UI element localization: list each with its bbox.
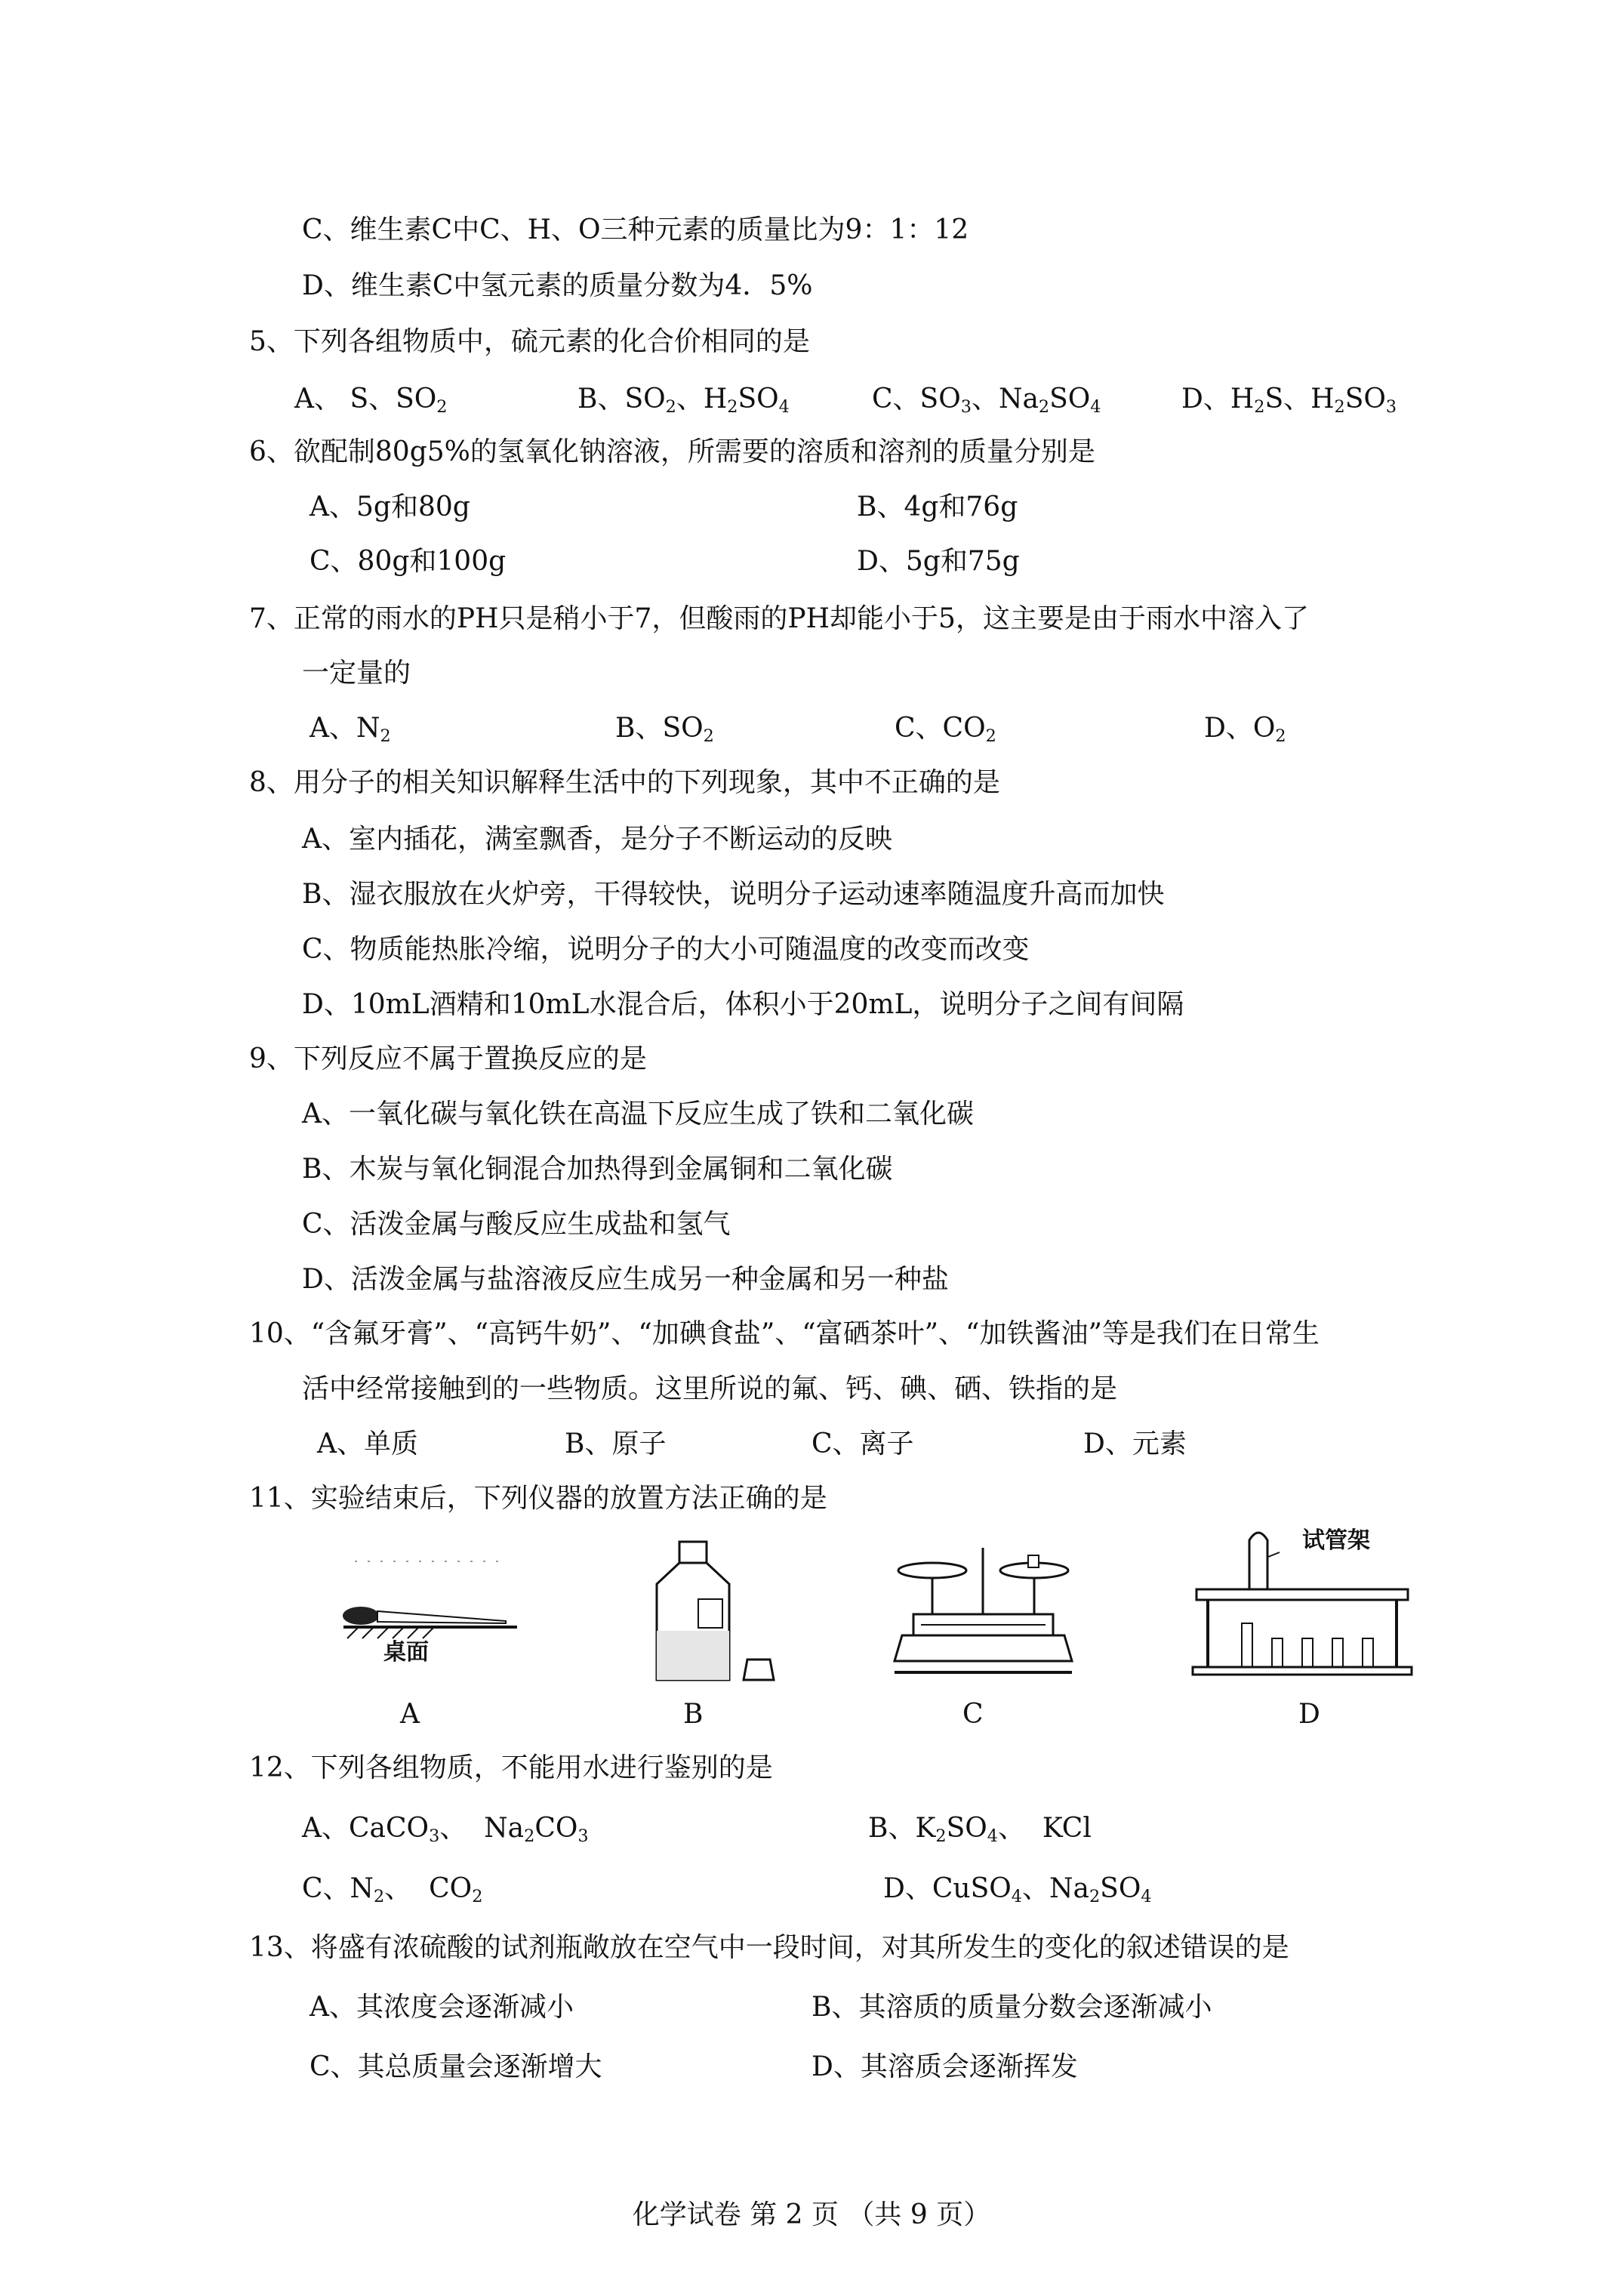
q10-option-c: C、离子 [812, 1428, 914, 1459]
tube-3 [1302, 1638, 1313, 1669]
q6-option-c: C、80g和100g [310, 546, 507, 577]
q8-option-a: A、室内插花，满室飘香，是分子不断运动的反映 [302, 824, 892, 855]
desk-hatching [347, 1627, 434, 1638]
desk-label: 桌面 [383, 1639, 429, 1666]
bottle-liquid [657, 1631, 729, 1680]
question-7: 7、正常的雨水的PH只是稍小于7，但酸雨的PH却能小于5，这主要是由于雨水中溶入了 [249, 603, 1309, 634]
tube-5 [1363, 1638, 1373, 1669]
q12-option-d: D、CuSO$_4$、$Na_2SO_4$ [883, 1873, 1152, 1907]
page-footer: 化学试卷 第 2 页 （共 9 页） [632, 2199, 991, 2230]
tube-4 [1332, 1638, 1343, 1669]
q7-option-b: B、$SO_2$ [615, 713, 714, 747]
weight [1028, 1555, 1039, 1567]
tube-2 [1272, 1638, 1283, 1669]
q4-option-c: C、维生素C中C、H、O三种元素的质量比为9：1：12 [302, 214, 969, 245]
question-10-cont: 活中经常接触到的一些物质。这里所说的氟、钙、碘、硒、铁指的是 [302, 1373, 1118, 1404]
question-10: 10、“含氟牙膏”、“高钙牛奶”、“加碘食盐”、“富硒茶叶”、“加铁酱油”等是我们在日常生 [249, 1318, 1320, 1349]
left-pan [898, 1563, 966, 1578]
question-12: 12、下列各组物质，不能用水进行鉴别的是 [249, 1752, 773, 1783]
q9-option-d: D、活泼金属与盐溶液反应生成另一种金属和另一种盐 [302, 1264, 949, 1295]
q10-option-a: A、单质 [317, 1428, 418, 1459]
figure-b-reagent-bottle [642, 1533, 785, 1691]
balance-base [895, 1635, 1072, 1661]
figure-label-c: C [962, 1699, 984, 1730]
inverted-tube [1249, 1533, 1267, 1589]
rack-label: 试管架 [1302, 1527, 1370, 1554]
bottle-neck [679, 1542, 707, 1563]
q12-option-a: A、CaCO$_3$、 $Na_2CO_3$ [302, 1813, 589, 1847]
question-6: 6、欲配制80g5%的氢氧化钠溶液，所需要的溶质和溶剂的质量分别是 [249, 436, 1095, 467]
q10-option-d: D、元素 [1083, 1428, 1187, 1459]
q5-option-c: C、$SO_3$、$Na_2SO_4$ [872, 384, 1101, 418]
question-11: 11、实验结束后，下列仪器的放置方法正确的是 [249, 1483, 827, 1514]
stopper [744, 1660, 774, 1680]
q13-option-c: C、其总质量会逐渐增大 [310, 2051, 602, 2082]
figure-d-test-tube-rack [1189, 1518, 1415, 1691]
figure-label-d: D [1298, 1699, 1320, 1730]
question-13: 13、将盛有浓硫酸的试剂瓶敞放在空气中一段时间，对其所发生的变化的叙述错误的是 [249, 1932, 1289, 1963]
q13-option-a: A、其浓度会逐渐减小 [310, 1992, 574, 2023]
brush-head [343, 1607, 379, 1625]
rack-top [1196, 1589, 1408, 1600]
question-5: 5、下列各组物质中，硫元素的化合价相同的是 [249, 326, 810, 357]
q13-option-b: B、其溶质的质量分数会逐渐减小 [812, 1992, 1212, 2023]
bottle-label [698, 1599, 722, 1628]
q5-option-b: B、$SO_2$、$H_2SO_4$ [577, 384, 790, 418]
q5-option-a: A、 S、$SO_2$ [294, 384, 448, 418]
q10-option-b: B、原子 [565, 1428, 667, 1459]
figure-label-a: A [400, 1699, 420, 1730]
brush-handle [377, 1611, 506, 1623]
q5-option-d: D、$H_2S$、$H_2SO_3$ [1181, 384, 1397, 418]
q6-option-b: B、4g和76g [857, 492, 1018, 522]
q9-option-b: B、木炭与氧化铜混合加热得到金属铜和二氧化碳 [302, 1154, 893, 1185]
q8-option-d: D、10mL酒精和10mL水混合后，体积小于20mL，说明分子之间有间隔 [302, 989, 1184, 1020]
question-7-cont: 一定量的 [302, 658, 411, 689]
question-8: 8、用分子的相关知识解释生活中的下列现象，其中不正确的是 [249, 767, 1000, 798]
q8-option-c: C、物质能热胀冷缩，说明分子的大小可随温度的改变而改变 [302, 934, 1030, 965]
q8-option-b: B、湿衣服放在火炉旁，干得较快，说明分子运动速率随温度升高而加快 [302, 879, 1165, 910]
question-9: 9、下列反应不属于置换反应的是 [249, 1043, 647, 1074]
q13-option-d: D、其溶质会逐渐挥发 [812, 2051, 1078, 2082]
q9-option-c: C、活泼金属与酸反应生成盐和氢气 [302, 1209, 731, 1240]
figure-c-balance [891, 1533, 1079, 1691]
q6-option-a: A、5g和80g [310, 492, 470, 522]
tube-1 [1242, 1623, 1252, 1669]
figure-label-b: B [683, 1699, 704, 1730]
q12-option-c: C、$N_2$、 $CO_2$ [302, 1873, 483, 1907]
q7-option-c: C、$CO_2$ [895, 713, 996, 747]
q4-option-d: D、维生素C中氢元素的质量分数为4．5% [302, 270, 813, 301]
q7-option-a: A、$N_2$ [310, 713, 391, 747]
q6-option-d: D、5g和75g [857, 546, 1020, 577]
q12-option-b: B、$K_2SO_4$、 KCl [868, 1813, 1092, 1847]
q7-option-d: D、$O_2$ [1204, 713, 1286, 747]
q9-option-a: A、一氧化碳与氧化铁在高温下反应生成了铁和二氧化碳 [302, 1099, 974, 1130]
figure-a-brush-on-desk [332, 1555, 528, 1691]
rack-base [1193, 1667, 1412, 1675]
